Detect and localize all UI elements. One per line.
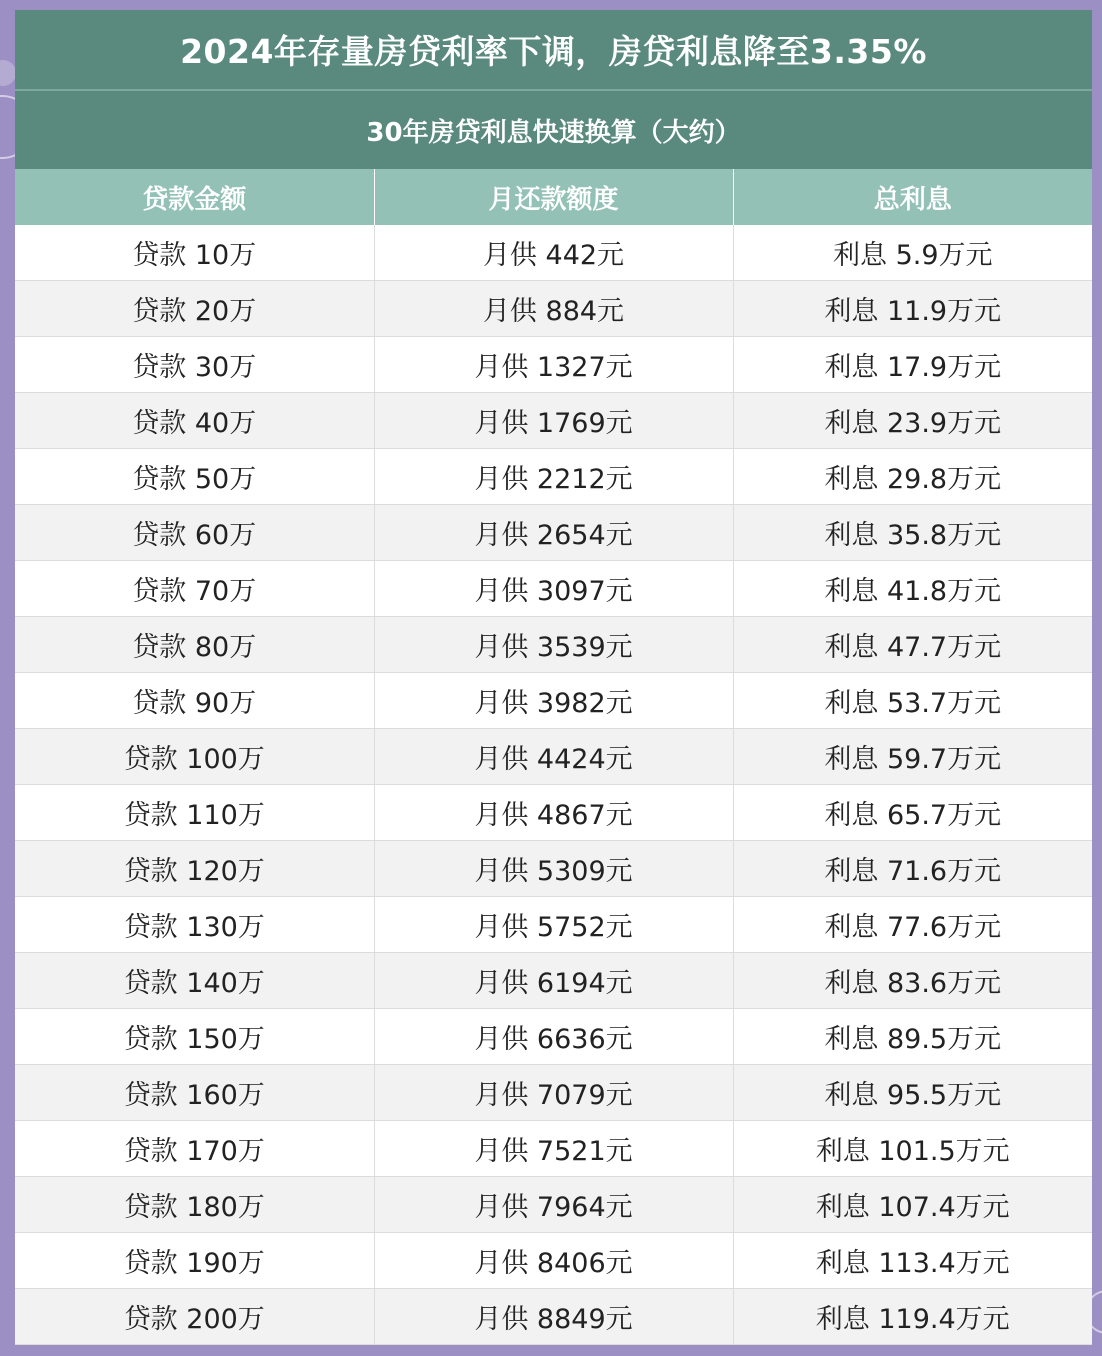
monthly-payment-cell: 月供 1769元	[374, 393, 733, 449]
monthly-payment-cell: 月供 4867元	[374, 785, 733, 841]
monthly-payment-cell: 月供 3982元	[374, 673, 733, 729]
loan-amount-cell: 贷款 170万	[15, 1121, 374, 1177]
table-row	[15, 841, 1092, 897]
loan-table-card	[15, 10, 1092, 1342]
loan-amount-cell: 贷款 160万	[15, 1065, 374, 1121]
table-row	[15, 673, 1092, 729]
header-loan-amount: 贷款金额	[15, 169, 374, 225]
monthly-payment-cell: 月供 442元	[374, 225, 733, 281]
total-interest-cell: 利息 29.8万元	[733, 449, 1092, 505]
total-interest-cell: 利息 89.5万元	[733, 1009, 1092, 1065]
total-interest-cell: 利息 59.7万元	[733, 729, 1092, 785]
table-row	[15, 617, 1092, 673]
table-row	[15, 505, 1092, 561]
total-interest-cell: 利息 41.8万元	[733, 561, 1092, 617]
loan-amount-cell: 贷款 130万	[15, 897, 374, 953]
decorative-dot	[0, 60, 16, 86]
table-row	[15, 393, 1092, 449]
loan-amount-cell: 贷款 190万	[15, 1233, 374, 1289]
monthly-payment-cell: 月供 2212元	[374, 449, 733, 505]
table-row	[15, 1233, 1092, 1289]
total-interest-cell: 利息 83.6万元	[733, 953, 1092, 1009]
table-row	[15, 449, 1092, 505]
table-row	[15, 281, 1092, 337]
monthly-payment-cell: 月供 8406元	[374, 1233, 733, 1289]
loan-amount-cell: 贷款 200万	[15, 1289, 374, 1345]
total-interest-cell: 利息 119.4万元	[733, 1289, 1092, 1345]
monthly-payment-cell: 月供 3539元	[374, 617, 733, 673]
table-row	[15, 729, 1092, 785]
table-row	[15, 1289, 1092, 1345]
monthly-payment-cell: 月供 2654元	[374, 505, 733, 561]
monthly-payment-cell: 月供 7964元	[374, 1177, 733, 1233]
total-interest-cell: 利息 95.5万元	[733, 1065, 1092, 1121]
table-body	[15, 225, 1092, 1345]
loan-amount-cell: 贷款 150万	[15, 1009, 374, 1065]
loan-amount-cell: 贷款 60万	[15, 505, 374, 561]
monthly-payment-cell: 月供 3097元	[374, 561, 733, 617]
total-interest-cell: 利息 5.9万元	[733, 225, 1092, 281]
loan-amount-cell: 贷款 100万	[15, 729, 374, 785]
total-interest-cell: 利息 11.9万元	[733, 281, 1092, 337]
loan-interest-table	[15, 169, 1092, 1345]
table-row	[15, 225, 1092, 281]
total-interest-cell: 利息 53.7万元	[733, 673, 1092, 729]
table-row	[15, 897, 1092, 953]
total-interest-cell: 利息 113.4万元	[733, 1233, 1092, 1289]
page-subtitle: 30年房贷利息快速换算（大约）	[15, 89, 1092, 169]
monthly-payment-cell: 月供 884元	[374, 281, 733, 337]
monthly-payment-cell: 月供 5309元	[374, 841, 733, 897]
loan-amount-cell: 贷款 120万	[15, 841, 374, 897]
monthly-payment-cell: 月供 5752元	[374, 897, 733, 953]
loan-amount-cell: 贷款 20万	[15, 281, 374, 337]
loan-amount-cell: 贷款 10万	[15, 225, 374, 281]
monthly-payment-cell: 月供 4424元	[374, 729, 733, 785]
loan-amount-cell: 贷款 30万	[15, 337, 374, 393]
loan-amount-cell: 贷款 50万	[15, 449, 374, 505]
total-interest-cell: 利息 101.5万元	[733, 1121, 1092, 1177]
total-interest-cell: 利息 35.8万元	[733, 505, 1092, 561]
total-interest-cell: 利息 77.6万元	[733, 897, 1092, 953]
total-interest-cell: 利息 47.7万元	[733, 617, 1092, 673]
loan-amount-cell: 贷款 180万	[15, 1177, 374, 1233]
table-row	[15, 561, 1092, 617]
table-row	[15, 1065, 1092, 1121]
monthly-payment-cell: 月供 1327元	[374, 337, 733, 393]
table-row	[15, 337, 1092, 393]
loan-amount-cell: 贷款 110万	[15, 785, 374, 841]
table-row	[15, 1121, 1092, 1177]
monthly-payment-cell: 月供 7079元	[374, 1065, 733, 1121]
monthly-payment-cell: 月供 7521元	[374, 1121, 733, 1177]
monthly-payment-cell: 月供 6194元	[374, 953, 733, 1009]
total-interest-cell: 利息 17.9万元	[733, 337, 1092, 393]
total-interest-cell: 利息 107.4万元	[733, 1177, 1092, 1233]
monthly-payment-cell: 月供 8849元	[374, 1289, 733, 1345]
loan-amount-cell: 贷款 40万	[15, 393, 374, 449]
header-total-interest: 总利息	[733, 169, 1092, 225]
table-row	[15, 1177, 1092, 1233]
monthly-payment-cell: 月供 6636元	[374, 1009, 733, 1065]
loan-amount-cell: 贷款 70万	[15, 561, 374, 617]
loan-amount-cell: 贷款 80万	[15, 617, 374, 673]
table-row	[15, 1009, 1092, 1065]
total-interest-cell: 利息 71.6万元	[733, 841, 1092, 897]
total-interest-cell: 利息 65.7万元	[733, 785, 1092, 841]
total-interest-cell: 利息 23.9万元	[733, 393, 1092, 449]
table-row	[15, 953, 1092, 1009]
table-header-row	[15, 169, 1092, 225]
loan-amount-cell: 贷款 140万	[15, 953, 374, 1009]
page-title: 2024年存量房贷利率下调，房贷利息降至3.35%	[15, 10, 1092, 89]
loan-amount-cell: 贷款 90万	[15, 673, 374, 729]
table-row	[15, 785, 1092, 841]
header-monthly-payment: 月还款额度	[374, 169, 733, 225]
